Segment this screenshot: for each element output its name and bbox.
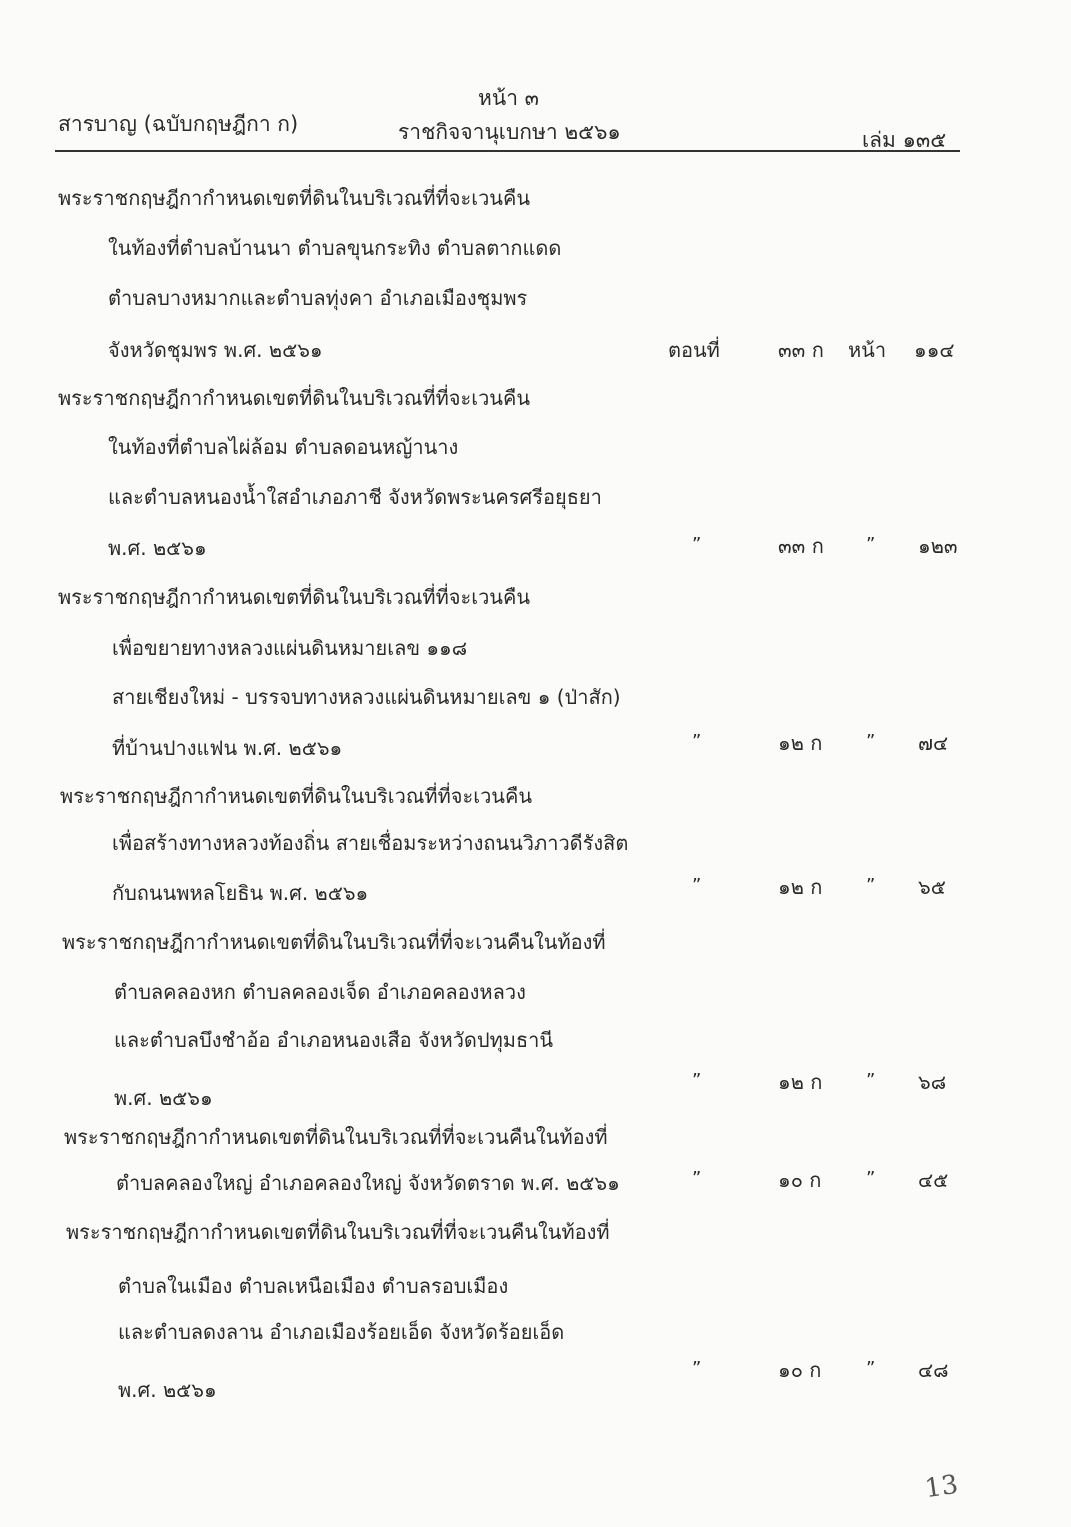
entry-issue: ๑๒ ก	[778, 1070, 823, 1094]
entry-page-number: ๖๘	[918, 1070, 947, 1094]
page-number-label: หน้า ๓	[478, 86, 540, 110]
entry-line: และตำบลบึงชำอ้อ อำเภอหนองเสือ จังหวัดปทุมธานี	[114, 1028, 554, 1052]
entry-title: พระราชกฤษฎีกากำหนดเขตที่ดินในบริเวณที่ที่จะเวนคืนในท้องที่	[62, 930, 606, 954]
entry-section-label: ”	[692, 1070, 702, 1091]
entry-page-number: ๔๕	[918, 1168, 949, 1192]
entry-issue: ๓๓ ก	[778, 534, 824, 558]
entry-section-label: ”	[692, 875, 702, 896]
entry-section-label: ”	[692, 1168, 702, 1189]
entry-line: ตำบลคลองหก ตำบลคลองเจ็ด อำเภอคลองหลวง	[114, 980, 526, 1004]
entry-title: พระราชกฤษฎีกากำหนดเขตที่ดินในบริเวณที่ที่จะเวนคืน	[58, 186, 531, 210]
entry-section-label: ”	[692, 534, 702, 555]
header-rule	[55, 150, 960, 152]
entry-title: พระราชกฤษฎีกากำหนดเขตที่ดินในบริเวณที่ที่จะเวนคืน	[60, 784, 533, 808]
entry-line: เพื่อสร้างทางหลวงท้องถิ่น สายเชื่อมระหว่างถนนวิภาวดีรังสิต	[112, 831, 629, 855]
entry-page-label: ”	[866, 1070, 876, 1091]
entry-page-label: ”	[866, 534, 876, 555]
entry-line: และตำบลดงลาน อำเภอเมืองร้อยเอ็ด จังหวัดร้อยเอ็ด	[118, 1320, 565, 1344]
entry-issue: ๑๐ ก	[778, 1358, 822, 1382]
entry-page-number: ๔๘	[918, 1358, 949, 1382]
entry-title: พระราชกฤษฎีกากำหนดเขตที่ดินในบริเวณที่ที่จะเวนคืนในท้องที่	[64, 1125, 608, 1149]
entry-page-label: ”	[866, 1358, 876, 1379]
entry-line: จังหวัดชุมพร พ.ศ. ๒๕๖๑	[108, 338, 323, 362]
entry-page-label: หน้า	[848, 338, 887, 362]
entry-issue: ๓๓ ก	[778, 338, 824, 362]
entry-issue: ๑๐ ก	[778, 1168, 822, 1192]
entry-title: พระราชกฤษฎีกากำหนดเขตที่ดินในบริเวณที่ที่จะเวนคืน	[58, 585, 531, 609]
entry-title: พระราชกฤษฎีกากำหนดเขตที่ดินในบริเวณที่ที่จะเวนคืน	[58, 386, 531, 410]
entry-section-label: ตอนที่	[668, 338, 720, 362]
entry-page-number: ๗๔	[918, 731, 949, 755]
header-left: สารบาญ (ฉบับกฤษฎีกา ก)	[58, 112, 299, 136]
entry-line: ในท้องที่ตำบลไผ่ล้อม ตำบลดอนหญ้านาง	[108, 435, 459, 459]
entry-line: พ.ศ. ๒๕๖๑	[114, 1086, 213, 1110]
handwritten-mark: 13	[923, 1469, 961, 1505]
entry-page-label: ”	[866, 731, 876, 752]
entry-title: พระราชกฤษฎีกากำหนดเขตที่ดินในบริเวณที่ที่จะเวนคืนในท้องที่	[66, 1220, 610, 1244]
header-center: ราชกิจจานุเบกษา ๒๕๖๑	[398, 120, 621, 144]
entry-issue: ๑๒ ก	[778, 875, 823, 899]
header-right: เล่ม ๑๓๕	[862, 128, 947, 152]
entry-page-label: ”	[866, 875, 876, 896]
entry-issue: ๑๒ ก	[778, 731, 823, 755]
entry-line: และตำบลหนองน้ำใสอำเภอภาชี จังหวัดพระนครศรีอยุธยา	[108, 485, 602, 509]
entry-line: ตำบลในเมือง ตำบลเหนือเมือง ตำบลรอบเมือง	[118, 1274, 509, 1298]
entry-line: พ.ศ. ๒๕๖๑	[108, 536, 207, 560]
entry-line: เพื่อขยายทางหลวงแผ่นดินหมายเลข ๑๑๘	[112, 636, 468, 660]
entry-page-number: ๑๑๔	[914, 338, 955, 362]
entry-section-label: ”	[692, 1358, 702, 1379]
entry-page-label: ”	[866, 1168, 876, 1189]
entry-line: กับถนนพหลโยธิน พ.ศ. ๒๕๖๑	[112, 881, 369, 905]
entry-line: ในท้องที่ตำบลบ้านนา ตำบลขุนกระทิง ตำบลตากแดด	[108, 236, 562, 260]
entry-line: สายเชียงใหม่ - บรรจบทางหลวงแผ่นดินหมายเลข ๑ (ป่าสัก)	[112, 685, 621, 709]
entry-line: ตำบลบางหมากและตำบลทุ่งคา อำเภอเมืองชุมพร	[108, 286, 528, 310]
entry-page-number: ๑๒๓	[918, 534, 958, 558]
entry-line: พ.ศ. ๒๕๖๑	[118, 1378, 217, 1402]
entry-line: ที่บ้านปางแฟน พ.ศ. ๒๕๖๑	[112, 736, 343, 760]
entry-page-number: ๖๕	[918, 875, 946, 899]
entry-section-label: ”	[692, 731, 702, 752]
entry-line: ตำบลคลองใหญ่ อำเภอคลองใหญ่ จังหวัดตราด พ.ศ. ๒๕๖๑	[116, 1171, 620, 1195]
